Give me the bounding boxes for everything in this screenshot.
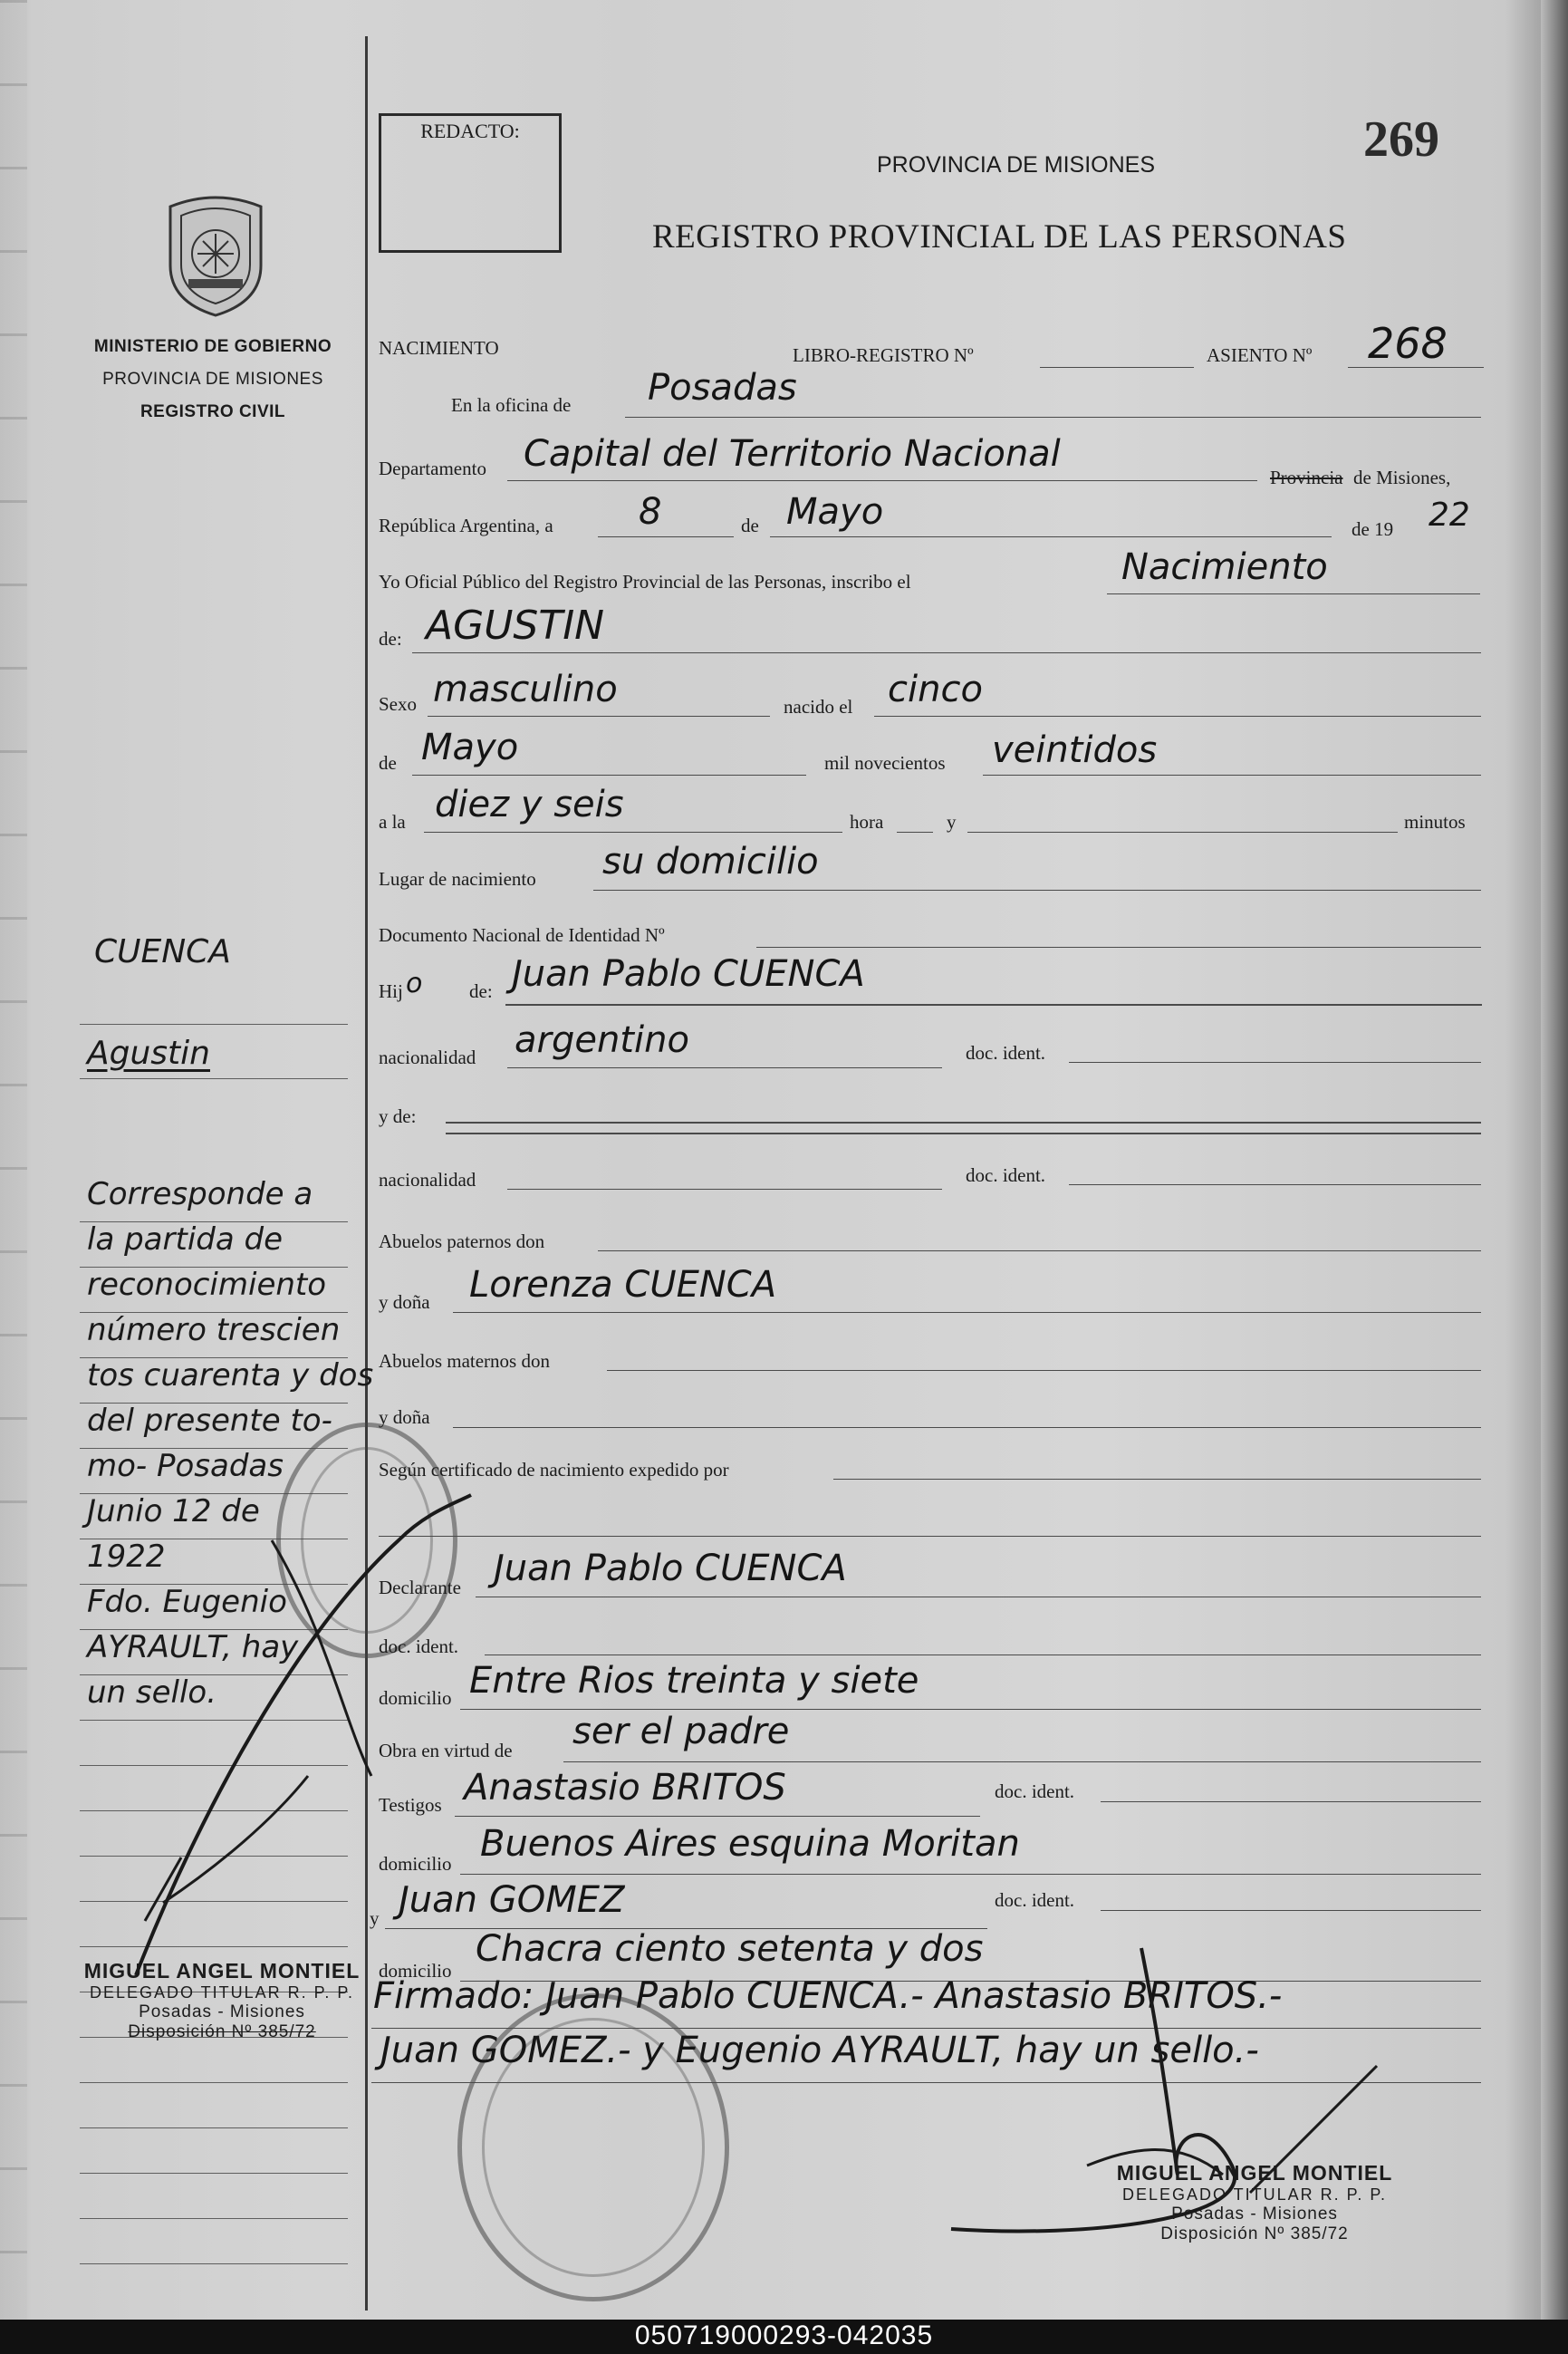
declarant-name: Juan Pablo CUENCA bbox=[494, 1548, 847, 1589]
witness-2-address: Chacra ciento setenta y dos bbox=[476, 1928, 984, 1970]
mother-nationality-label: nacionalidad bbox=[379, 1169, 476, 1191]
thousand-label: mil novecientos bbox=[824, 752, 946, 774]
paternal-grandfather-label: Abuelos paternos don bbox=[379, 1230, 545, 1252]
father-nationality: argentino bbox=[515, 1019, 689, 1061]
paternal-grandmother: Lorenza CUENCA bbox=[469, 1264, 777, 1306]
mother-label: y de: bbox=[379, 1105, 417, 1127]
official-block-right: MIGUEL ANGEL MONTIEL DELEGADO TITULAR R. P. P. Posadas - Misiones Disposición Nº 385/72 bbox=[1116, 2161, 1393, 2243]
page-number: 269 bbox=[1363, 111, 1439, 168]
sex-label: Sexo bbox=[379, 693, 417, 715]
department-value: Capital del Territorio Nacional bbox=[524, 433, 1061, 475]
birth-month-label: de bbox=[379, 752, 397, 774]
witness-1-address-label: domicilio bbox=[379, 1853, 452, 1875]
child-of-label: Hij bbox=[379, 980, 403, 1002]
declarant-label: Declarante bbox=[379, 1577, 461, 1598]
witness-1-doc-label: doc. ident. bbox=[995, 1780, 1075, 1802]
document-code: 050719000293-042035 bbox=[634, 2320, 934, 2350]
province-title: PROVINCIA DE MISIONES bbox=[877, 152, 1156, 178]
entry-number: 268 bbox=[1368, 319, 1448, 368]
birth-day: cinco bbox=[888, 669, 983, 710]
office-label: En la oficina de bbox=[451, 394, 572, 416]
province-struck: Provincia bbox=[1270, 467, 1343, 488]
birthplace-label: Lugar de nacimiento bbox=[379, 868, 536, 890]
father-name: Juan Pablo CUENCA bbox=[512, 953, 865, 995]
civil-registry-name: REGISTRO CIVIL bbox=[139, 402, 286, 421]
name-label: de: bbox=[379, 628, 402, 650]
department-label: Departamento bbox=[379, 458, 486, 479]
birth-hour: diez y seis bbox=[435, 784, 624, 825]
maternal-grandfather-label: Abuelos maternos don bbox=[379, 1350, 550, 1372]
official-statement: Yo Oficial Público del Registro Provincial de las Personas, inscribo el bbox=[379, 571, 911, 593]
mother-doc-label: doc. ident. bbox=[966, 1164, 1046, 1186]
section-label: NACIMIENTO bbox=[379, 337, 499, 359]
witness-1-name: Anastasio BRITOS bbox=[464, 1767, 786, 1809]
office-value: Posadas bbox=[648, 367, 797, 409]
witness-2-address-label: domicilio bbox=[379, 1960, 452, 1982]
ministry-name: MINISTERIO DE GOBIERNO bbox=[93, 337, 332, 356]
book-label: LIBRO-REGISTRO Nº bbox=[793, 344, 974, 366]
declarant-capacity: ser el padre bbox=[572, 1711, 790, 1752]
child-of-suffix: o bbox=[406, 968, 423, 999]
child-name: AGUSTIN bbox=[426, 603, 605, 649]
address-label: domicilio bbox=[379, 1687, 452, 1709]
witnesses-label: Testigos bbox=[379, 1794, 442, 1816]
margin-given-name: Agustin bbox=[87, 1035, 210, 1072]
witness-2-label: y bbox=[370, 1907, 380, 1929]
registration-day: 8 bbox=[639, 491, 662, 533]
republic-label: República Argentina, a bbox=[379, 515, 553, 536]
sex-value: masculino bbox=[433, 669, 618, 710]
certificate-label: Según certificado de nacimiento expedido por bbox=[379, 1459, 729, 1481]
birth-year: veintidos bbox=[992, 729, 1158, 771]
declarant-address: Entre Rios treinta y siete bbox=[469, 1660, 919, 1702]
record-type: Nacimiento bbox=[1121, 546, 1328, 588]
hour-label: hora bbox=[850, 811, 884, 833]
year-label: de 19 bbox=[1352, 518, 1394, 540]
witness-2-name: Juan GOMEZ bbox=[399, 1879, 625, 1921]
register-page: MINISTERIO DE GOBIERNO PROVINCIA DE MISIONES REGISTRO CIVIL CUENCA Agustin Corresponde a la partida de reconocimiento número trescien tos cuarenta y dos del presente to- mo- Posadas Junio 12 de 1922 Fdo. Eugenio AYRAULT, hay un sello. REDACTO: 269 PROVINCIA DE MISIONES REGISTRO PROVINCIAL DE LAS PERSONAS NACIMIENTO LIBRO-REGISTRO Nº ASIENTO Nº 268 En la oficina de Posadas Departamento Capital del Territorio Nacional Provincia de Misiones, República Argentina, a 8 de Mayo de 19 22 Yo Oficial Público del Registro Provincial de las Personas, inscribo el Nacimiento de: AGUSTIN Sexo masculino nacido el cinco de Mayo mil novecientos veintidos a la diez y seis hora y minutos Lugar de nacimiento su domicilio Documento Nacional de Identidad Nº Hij o de: Juan Pablo CUENCA nacionalidad argentino doc. ident. y de: nacionalidad doc. ident. Abuelos paternos don y doña Lorenza CUENCA Abuelos maternos don y doña Según certificado de nacimiento expedido por Declarante Juan Pablo CUENCA doc. ident. domicilio Entre Rios treinta y siete Obra en virtud de ser el padre Testigos Anastasio BRITOS doc. ident. domicilio Buenos Aires esquina Moritan y Juan GOMEZ doc. ident. domicilio Chacra ciento setenta y dos Firmado: Juan Pablo CUENCA.- Anastasio BRITOS.- Juan GOMEZ.- y Eugenio AYRAULT, hay un sello.- MIGUEL ANGEL MONTIEL DELEGADO TITULAR R. P. P. Posadas - Misiones Disposición Nº 385/72 MIGUEL ANGEL MONTIEL DELEGADO TITULAR R. P. P. Posadas - Misiones Disposición Nº 385/72 bbox=[0, 0, 1568, 2320]
registration-month: Mayo bbox=[786, 491, 884, 533]
birthplace-value: su domicilio bbox=[602, 841, 819, 883]
paternal-grandmother-label: y doña bbox=[379, 1291, 430, 1313]
declarant-doc-label: doc. ident. bbox=[379, 1635, 459, 1657]
registry-title: REGISTRO PROVINCIAL DE LAS PERSONAS bbox=[652, 218, 1347, 256]
doc-ident-label: doc. ident. bbox=[966, 1042, 1046, 1064]
birth-month: Mayo bbox=[421, 727, 519, 768]
at-label: a la bbox=[379, 811, 406, 833]
redacto-label: REDACTO: bbox=[420, 120, 520, 142]
province-suffix: de Misiones, bbox=[1353, 467, 1451, 488]
signed-line-2: Juan GOMEZ.- y Eugenio AYRAULT, hay un sello.- bbox=[380, 2030, 1259, 2071]
born-label: nacido el bbox=[784, 696, 853, 718]
maternal-grandmother-label: y doña bbox=[379, 1406, 430, 1428]
of-label: de bbox=[741, 515, 759, 536]
province-name: PROVINCIA DE MISIONES bbox=[102, 370, 323, 389]
witness-1-address: Buenos Aires esquina Moritan bbox=[480, 1823, 1020, 1865]
capacity-label: Obra en virtud de bbox=[379, 1740, 513, 1761]
nationality-label: nacionalidad bbox=[379, 1047, 476, 1068]
entry-label: ASIENTO Nº bbox=[1207, 344, 1313, 366]
registration-year: 22 bbox=[1429, 497, 1470, 534]
minutes-label: minutos bbox=[1404, 811, 1466, 833]
father-of-label: de: bbox=[469, 980, 493, 1002]
signed-line-1: Firmado: Juan Pablo CUENCA.- Anastasio BRITOS.- bbox=[373, 1975, 1283, 2017]
and-label: y bbox=[947, 811, 957, 833]
id-document-label: Documento Nacional de Identidad Nº bbox=[379, 924, 665, 946]
official-block-left: MIGUEL ANGEL MONTIEL DELEGADO TITULAR R. P. P. Posadas - Misiones Disposición Nº 385/72 bbox=[83, 1959, 361, 2041]
witness-2-doc-label: doc. ident. bbox=[995, 1889, 1075, 1911]
margin-surname: CUENCA bbox=[94, 933, 231, 970]
